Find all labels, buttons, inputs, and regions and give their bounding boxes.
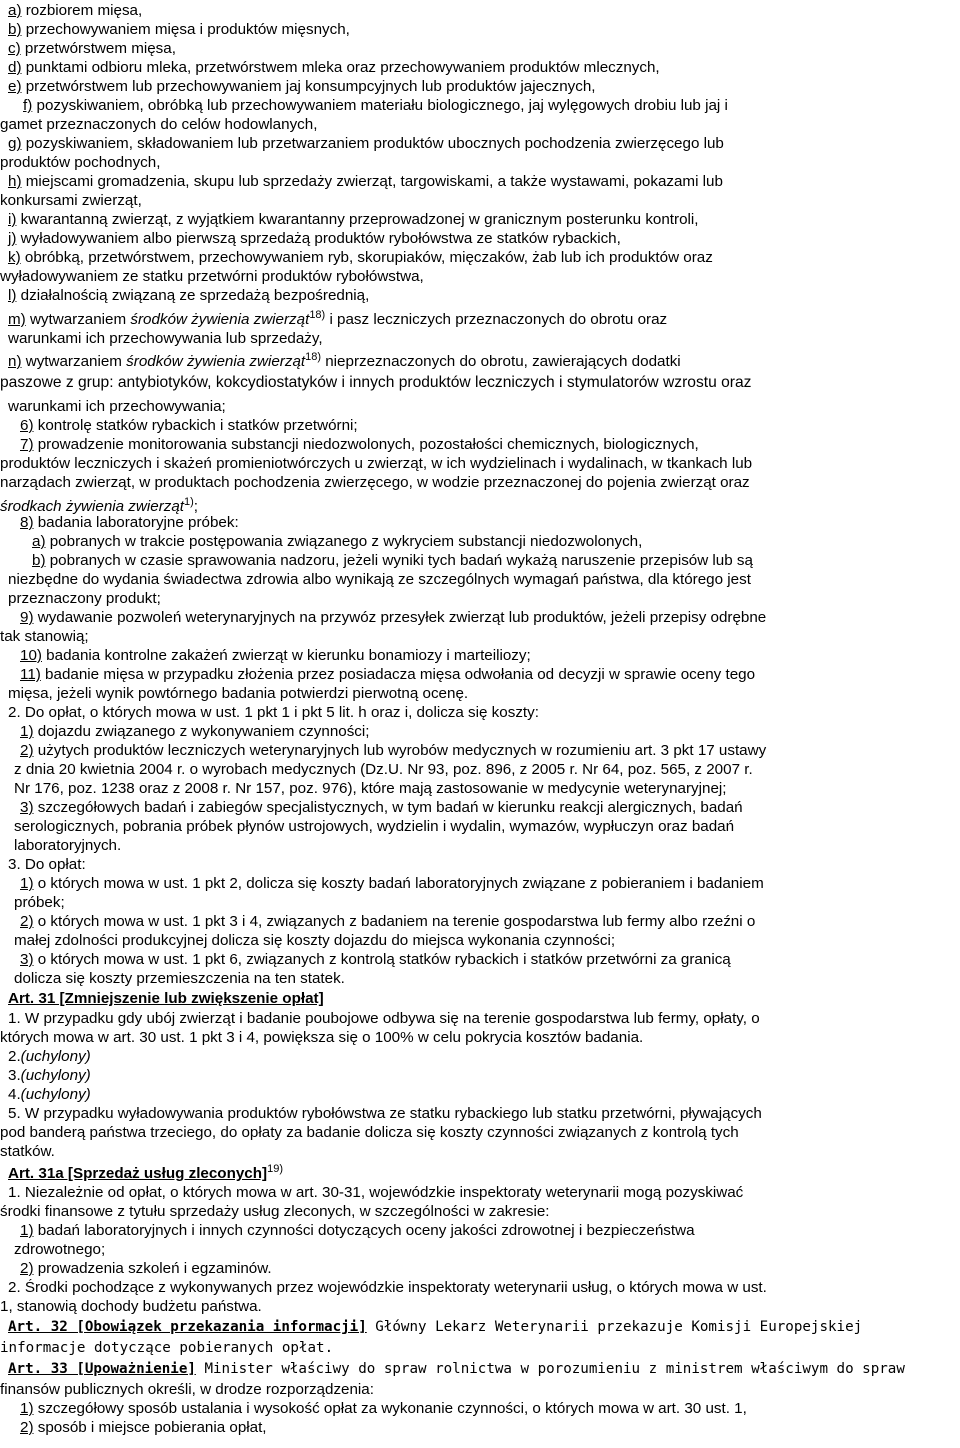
line-text: serologicznych, pobrania próbek płynów ustrojowych, wydzielin i wydalin, wymazów, wypłuczyn oraz badań: [14, 818, 735, 835]
list-label: 10): [20, 647, 42, 664]
text-line: [0, 211, 960, 229]
list-label: 2): [20, 913, 34, 930]
text-line: [0, 571, 960, 589]
text-line: [0, 856, 960, 874]
line-text: 3.: [8, 1067, 21, 1084]
text-line: [0, 685, 960, 703]
line-text: których mowa w art. 30 ust. 1 pkt 3 i 4, powiększa się o 100% w celu pokrycia kosztów badania.: [0, 1029, 644, 1046]
list-label: 2): [20, 1419, 34, 1436]
line-text: statków.: [0, 1143, 55, 1160]
text-line: [0, 970, 960, 988]
line-text: dojazdu związanego z wykonywaniem czynności;: [33, 723, 370, 740]
italic-term: (uchylony): [20, 1067, 91, 1084]
text-line: [0, 97, 960, 115]
line-text: 1. Niezależnie od opłat, o których mowa w art. 30-31, wojewódzkie inspektoraty weterynarii mogą pozyskiwać: [8, 1184, 744, 1201]
list-label: a): [32, 533, 46, 550]
line-text: finansów publicznych określi, w drodze rozporządzenia:: [0, 1381, 374, 1398]
footnote-marker: 18): [305, 351, 322, 363]
list-label: 1): [20, 723, 34, 740]
line-text: wydawanie pozwoleń weterynaryjnych na przywóz przesyłek zwierząt lub produktów, jeżeli przepisy odrębne: [33, 609, 767, 626]
line-text: wyładowywaniem albo pierwszą sprzedażą produktów rybołówstwa ze statków rybackich,: [16, 230, 621, 247]
italic-term: środków żywienia zwierząt: [130, 311, 310, 328]
line-text: kontrolę statków rybackich i statków przetwórni;: [33, 417, 358, 434]
text-line: [0, 837, 960, 855]
line-text: badań laboratoryjnych i innych czynności dotyczących oceny jakości zdrowotnej i bezpieczeństwa: [33, 1222, 695, 1239]
list-label: 2): [20, 742, 34, 759]
list-label: 9): [20, 609, 34, 626]
text-line: [0, 552, 960, 570]
line-text: badanie mięsa w przypadku złożenia przez posiadacza mięsa odwołania od decyzji w sprawie oceny tego: [40, 666, 756, 683]
line-text: przeznaczony produkt;: [8, 590, 161, 607]
list-label: i): [8, 211, 17, 228]
line-text: tak stanowią;: [0, 628, 89, 645]
line-text: 1, stanowią dochody budżetu państwa.: [0, 1298, 262, 1315]
line-text: wytwarzaniem: [25, 311, 131, 328]
text-line: [0, 1260, 960, 1278]
text-line: [0, 493, 956, 516]
line-text: 5. W przypadku wyładowywania produktów rybołówstwa ze statku rybackiego lub statku przetwórni, pływających: [8, 1105, 762, 1122]
footnote-marker: 19): [267, 1163, 283, 1175]
line-text: o których mowa w ust. 1 pkt 6, związanych z kontrolą statków rybackich i statków przetwórni za granicą: [33, 951, 731, 968]
list-label: 11): [20, 666, 41, 683]
text-line: [0, 135, 960, 153]
line-text: informacje dotyczące pobieranych opłat.: [0, 1340, 334, 1356]
line-text: przechowywaniem mięsa i produktów mięsnych,: [21, 21, 350, 38]
text-line: [0, 704, 960, 722]
text-line: [0, 666, 960, 684]
line-text: szczegółowy sposób ustalania i wysokość opłat za wykonanie czynności, o których mowa w art. 30 ust. 1,: [33, 1400, 747, 1417]
text-line: [0, 1010, 960, 1028]
text-line: [0, 2, 960, 20]
text-line: [0, 780, 960, 798]
line-text: warunkami ich przechowywania lub sprzedaży,: [8, 330, 323, 347]
text-line: [0, 742, 960, 760]
text-line: [0, 268, 956, 286]
line-text: kwarantanną zwierząt, z wyjątkiem kwarantanny przeprowadzonej w granicznym posterunku kontroli,: [16, 211, 699, 228]
line-text: próbek;: [14, 894, 65, 911]
text-line: [0, 514, 960, 532]
article-heading: Art. 31a [Sprzedaż usług zleconych]: [8, 1165, 268, 1182]
footnote-marker: 18): [309, 309, 326, 321]
text-line: [0, 455, 956, 473]
line-text: badania kontrolne zakażeń zwierząt w kierunku bonamiozy i marteiliozy;: [41, 647, 531, 664]
text-line: [0, 609, 960, 627]
text-line: [0, 1241, 960, 1259]
list-label: j): [8, 230, 17, 247]
line-text: miejscami gromadzenia, skupu lub sprzedaży zwierząt, targowiskami, a także wystawami, pokazami lub: [21, 173, 723, 190]
line-text: sposób i miejsce pobierania opłat,: [33, 1419, 267, 1436]
line-text: Nr 176, poz. 1238 oraz z 2008 r. Nr 157, poz. 976), które mają zastosowanie w medycynie weterynaryjnej;: [14, 780, 727, 797]
text-line: [0, 116, 956, 134]
line-text: działalnością związaną ze sprzedażą bezpośrednią,: [16, 287, 370, 304]
text-line: [0, 1419, 960, 1437]
text-line: [0, 1048, 960, 1066]
text-line: [0, 1124, 956, 1142]
line-text: dolicza się koszty przemieszczenia na ten statek.: [14, 970, 345, 987]
text-line: [0, 628, 956, 646]
line-text: o których mowa w ust. 1 pkt 2, dolicza się koszty badań laboratoryjnych związane z pobieraniem i badaniem: [33, 875, 764, 892]
line-text: prowadzenie monitorowania substancji niedozwolonych, pozostałości chemicznych, biologicznych,: [33, 436, 699, 453]
text-line: [0, 894, 960, 912]
list-label: 1): [20, 1222, 34, 1239]
article-heading: Art. 31 [Zmniejszenie lub zwiększenie opłat]: [8, 990, 324, 1007]
text-line: [0, 436, 960, 454]
line-text: 3. Do opłat:: [8, 856, 86, 873]
italic-term: (uchylony): [20, 1086, 91, 1103]
list-label: 1): [20, 1400, 34, 1417]
line-text: wytwarzaniem: [21, 353, 127, 370]
list-label: 1): [20, 875, 34, 892]
italic-term: środków żywienia zwierząt: [126, 353, 306, 370]
article-heading: Art. 33 [Upoważnienie]: [8, 1361, 196, 1377]
line-text: pobranych w czasie sprawowania nadzoru, jeżeli wyniki tych badań wykażą naruszenie przepisów lub są: [45, 552, 753, 569]
list-label: k): [8, 249, 21, 266]
text-line: [0, 799, 960, 817]
list-label: 7): [20, 436, 34, 453]
line-text: mięsa, jeżeli wynik powtórnego badania potwierdzi pierwotną ocenę.: [8, 685, 469, 702]
line-text: badania laboratoryjne próbek:: [33, 514, 239, 531]
text-line: [0, 192, 956, 210]
line-text: 2. Środki pochodzące z wykonywanych przez wojewódzkie inspektoraty weterynarii usług, o których mowa w ust.: [8, 1279, 767, 1296]
list-label: n): [8, 353, 22, 370]
list-label: f): [23, 97, 33, 114]
text-line: [0, 474, 956, 492]
list-label: a): [8, 2, 22, 19]
text-line: [0, 230, 960, 248]
text-line: [0, 330, 960, 348]
text-line: [0, 533, 960, 551]
list-label: m): [8, 311, 26, 328]
line-text: 2. Do opłat, o których mowa w ust. 1 pkt 1 i pkt 5 lit. h oraz i, dolicza się koszty:: [8, 704, 539, 721]
line-text-continued: ;: [193, 498, 199, 515]
line-text: produktów leczniczych i skażeń promieniotwórczych u zwierząt, w ich wydzielinach i wydalinach, w tkankach lub: [0, 455, 753, 472]
text-line: [0, 374, 956, 392]
text-line: [0, 59, 960, 77]
text-line: [0, 78, 960, 96]
line-text: prowadzenia szkoleń i egzaminów.: [33, 1260, 272, 1277]
text-line: [0, 1222, 960, 1240]
text-line: [0, 1029, 956, 1047]
line-text: z dnia 20 kwietnia 2004 r. o wyrobach medycznych (Dz.U. Nr 93, poz. 896, z 2005 r. Nr 64, poz. 565, z 2007 r.: [14, 761, 753, 778]
line-text: narządach zwierząt, w produktach pochodzenia zwierzęcego, w wodzie przeznaczonej do pojenia zwierząt oraz: [0, 474, 750, 491]
text-line: [0, 590, 960, 608]
list-label: 3): [20, 951, 34, 968]
text-line: [0, 40, 960, 58]
text-line: [0, 1360, 960, 1378]
line-text: 1. W przypadku gdy ubój zwierząt i badanie poubojowe odbywa się na terenie gospodarstwa lub fermy, opłaty, o: [8, 1010, 760, 1027]
list-label: b): [32, 552, 46, 569]
line-text: o których mowa w ust. 1 pkt 3 i 4, związanych z badaniem na terenie gospodarstwa lub fermy albo rzeźni o: [33, 913, 756, 930]
text-line: [0, 398, 960, 416]
line-text: pod banderą państwa trzeciego, do opłaty za badanie dolicza się koszty czynności związanych z kontrolą tych: [0, 1124, 739, 1141]
line-text: punktami odbioru mleka, przetwórstwem mleka oraz przechowywaniem produktów mlecznych,: [21, 59, 660, 76]
text-line: [0, 249, 960, 267]
text-line: [0, 154, 956, 172]
text-line: [0, 173, 960, 191]
list-label: l): [8, 287, 17, 304]
text-line: [0, 21, 960, 39]
list-label: 2): [20, 1260, 34, 1277]
list-label: c): [8, 40, 21, 57]
line-text: małej zdolności produkcyjnej dolicza się koszty dojazdu do miejsca wykonania czynności;: [14, 932, 616, 949]
line-text: Główny Lekarz Weterynarii przekazuje Komisji Europejskiej: [366, 1319, 863, 1335]
text-line: [0, 417, 960, 435]
line-text: produktów pochodnych,: [0, 154, 161, 171]
list-label: 6): [20, 417, 34, 434]
line-text: 2.: [8, 1048, 21, 1065]
line-text: przetwórstwem mięsa,: [20, 40, 176, 57]
text-line: [0, 1105, 960, 1123]
text-line: [0, 875, 960, 893]
text-line: [0, 1339, 956, 1357]
text-line: [0, 990, 960, 1008]
line-text: warunkami ich przechowywania;: [8, 398, 226, 415]
text-line: [0, 348, 960, 371]
line-text: Minister właściwy do spraw rolnictwa w porozumieniu z ministrem właściwym do spraw: [195, 1361, 905, 1377]
text-line: [0, 1184, 960, 1202]
line-text: pozyskiwaniem, obróbką lub przechowywaniem materiału biologicznego, jaj wylęgowych drobiu lub jaj i: [32, 97, 728, 114]
line-text-continued: nieprzeznaczonych do obrotu, zawierających dodatki: [321, 353, 681, 370]
text-line: [0, 818, 960, 836]
line-text: rozbiorem mięsa,: [21, 2, 143, 19]
list-label: 8): [20, 514, 34, 531]
text-line: [0, 647, 960, 665]
line-text: niezbędne do wydania świadectwa zdrowia albo wynikają ze szczególnych wymagań państwa, dla którego jest: [8, 571, 751, 588]
line-text: pozyskiwaniem, składowaniem lub przetwarzaniem produktów ubocznych pochodzenia zwierzęcego lub: [21, 135, 724, 152]
line-text: konkursami zwierząt,: [0, 192, 142, 209]
list-label: b): [8, 21, 22, 38]
text-line: [0, 913, 960, 931]
line-text: paszowe z grup: antybiotyków, kokcydiostatyków i innych produktów leczniczych i stymulatorów wzrostu oraz: [0, 374, 752, 391]
line-text: obróbką, przetwórstwem, przechowywaniem ryb, skorupiaków, mięczaków, żab lub ich produktów oraz: [20, 249, 713, 266]
list-label: e): [8, 78, 22, 95]
line-text-continued: i pasz leczniczych przeznaczonych do obrotu oraz: [325, 311, 668, 328]
list-label: h): [8, 173, 22, 190]
footnote-marker: 1): [184, 496, 194, 508]
text-line: [0, 1298, 956, 1316]
text-line: [0, 761, 960, 779]
article-heading: Art. 32 [Obowiązek przekazania informacji]: [8, 1319, 367, 1335]
list-label: 3): [20, 799, 34, 816]
text-line: [0, 1203, 956, 1221]
text-line: [0, 287, 960, 305]
line-text: 4.: [8, 1086, 21, 1103]
line-text: szczegółowych badań i zabiegów specjalistycznych, w tym badań w kierunku reakcji alergicznych, badań: [33, 799, 743, 816]
text-line: [0, 306, 960, 329]
line-text: pobranych w trakcie postępowania związanego z wykryciem substancji niedozwolonych,: [45, 533, 643, 550]
italic-term: (uchylony): [20, 1048, 91, 1065]
line-text: użytych produktów leczniczych weterynaryjnych lub wyrobów medycznych w rozumieniu art. 3 pkt 17 ustawy: [33, 742, 767, 759]
text-line: [0, 1381, 956, 1399]
line-text: przetwórstwem lub przechowywaniem jaj konsumpcyjnych lub produktów jajecznych,: [21, 78, 596, 95]
line-text: gamet przeznaczonych do celów hodowlanych,: [0, 116, 318, 133]
line-text: zdrowotnego;: [14, 1241, 106, 1258]
text-line: [0, 1086, 960, 1104]
line-text: laboratoryjnych.: [14, 837, 122, 854]
line-text: środki finansowe z tytułu sprzedaży usług zleconych, w szczególności w zakresie:: [0, 1203, 550, 1220]
text-line: [0, 1279, 960, 1297]
text-line: [0, 1318, 960, 1336]
text-line: [0, 1400, 960, 1418]
text-line: [0, 932, 960, 950]
text-line: [0, 723, 960, 741]
italic-term: środkach żywienia zwierząt: [0, 498, 185, 515]
text-line: [0, 1160, 960, 1183]
line-text: wyładowywaniem ze statku przetwórni produktów rybołówstwa,: [0, 268, 424, 285]
text-line: [0, 1067, 960, 1085]
text-line: [0, 951, 960, 969]
list-label: d): [8, 59, 22, 76]
text-line: [0, 1143, 956, 1161]
list-label: g): [8, 135, 22, 152]
